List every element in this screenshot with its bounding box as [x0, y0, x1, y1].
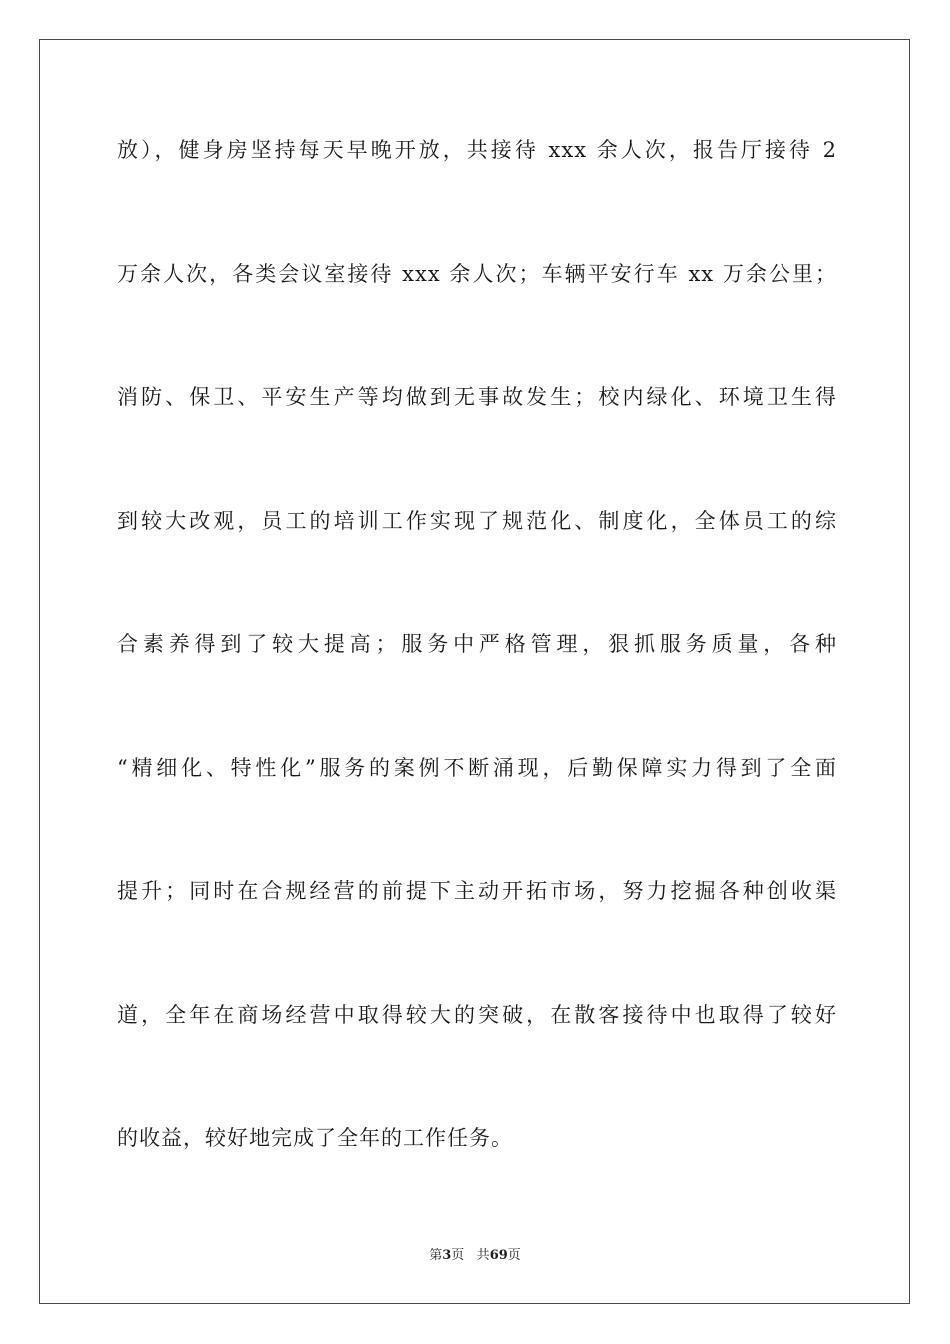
text-line: “精细化、特性化”服务的案例不断涌现，后勤保障实力得到了全面 — [117, 755, 837, 780]
total-pages: 69 — [489, 1248, 508, 1263]
text-line: 道，全年在商场经营中取得较大的突破，在散客接待中也取得了较好 — [117, 1002, 837, 1027]
page-suffix: 页 — [451, 1248, 465, 1263]
total-suffix: 页 — [507, 1248, 521, 1263]
document-body — [117, 125, 837, 1237]
text-line: 提升；同时在合规经营的前提下主动开拓市场，努力挖掘各种创收渠 — [117, 879, 837, 903]
page-footer — [0, 1247, 950, 1265]
page-prefix: 第 — [429, 1248, 443, 1263]
text-line: 合素养得到了较大提高；服务中严格管理，狠抓服务质量，各种 — [117, 632, 837, 656]
text-line: 万余人次，各类会议室接待 xxx 余人次；车辆平安行车 xx 万余公里； — [117, 261, 837, 286]
text-line: 到较大改观，员工的培训工作实现了规范化、制度化，全体员工的综 — [117, 508, 837, 533]
total-prefix: 共 — [476, 1248, 490, 1263]
page-number: 3 — [442, 1248, 452, 1263]
text-line-last: 的收益，较好地完成了全年的工作任务。 — [117, 1126, 513, 1150]
text-line: 消防、保卫、平安生产等均做到无事故发生；校内绿化、环境卫生得 — [117, 385, 837, 409]
text-line: 放），健身房坚持每天早晚开放，共接待 xxx 余人次，报告厅接待 2 — [117, 138, 837, 162]
